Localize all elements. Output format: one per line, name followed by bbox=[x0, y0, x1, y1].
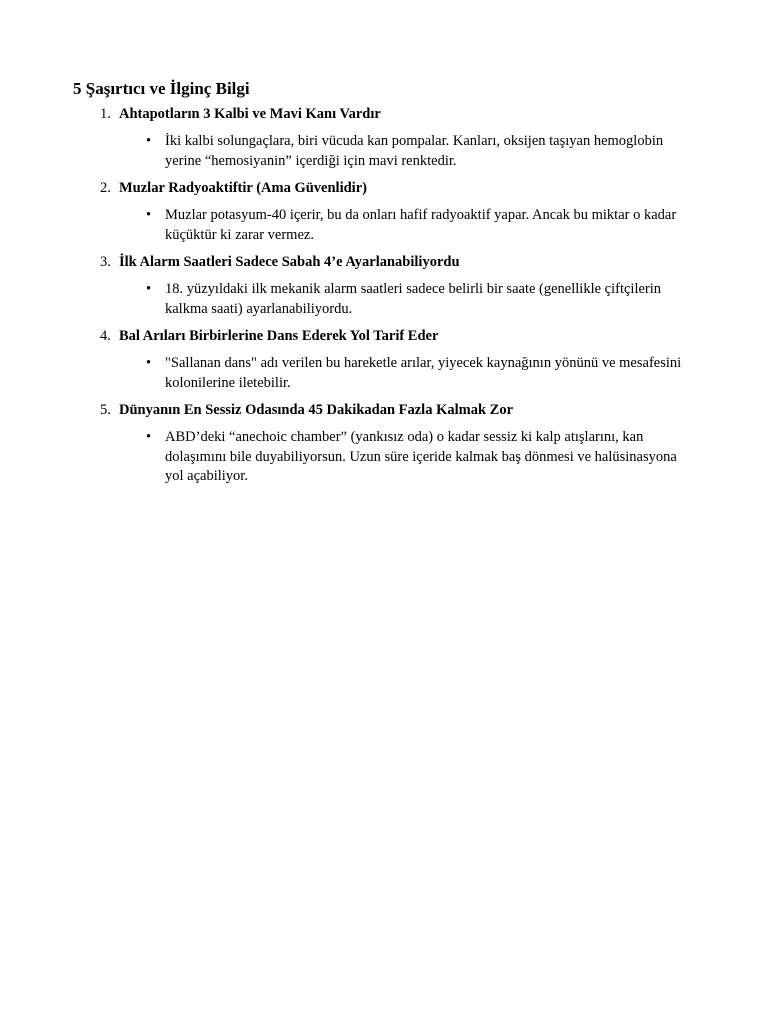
fact-bullets bbox=[73, 206, 698, 245]
fact-description: "Sallanan dans" adı verilen bu hareketle arılar, yiyecek kaynağının yönünü ve mesafesini kolonilerine iletebilir. bbox=[165, 355, 682, 391]
bullet-icon: • bbox=[146, 355, 152, 371]
fact-bullets bbox=[73, 354, 698, 393]
bullet-item bbox=[146, 280, 698, 319]
fact-item bbox=[73, 400, 698, 487]
fact-heading bbox=[73, 252, 698, 272]
fact-bullets bbox=[73, 428, 698, 487]
bullet-icon: • bbox=[146, 281, 152, 297]
fact-number: 1. bbox=[100, 106, 111, 122]
fact-description: İki kalbi solungaçlara, biri vücuda kan pompalar. Kanları, oksijen taşıyan hemoglobin yerine “hemosiyanin” içerdiği için mavi renktedir. bbox=[165, 133, 664, 169]
fact-number: 4. bbox=[100, 328, 111, 344]
fact-item bbox=[73, 104, 698, 171]
fact-number: 2. bbox=[100, 180, 111, 196]
fact-bullets bbox=[73, 280, 698, 319]
fact-title: Ahtapotların 3 Kalbi ve Mavi Kanı Vardır bbox=[119, 106, 381, 122]
bullet-item bbox=[146, 428, 698, 487]
bullet-item bbox=[146, 354, 698, 393]
document-title: 5 Şaşırtıcı ve İlginç Bilgi bbox=[73, 79, 250, 98]
fact-title: Muzlar Radyoaktiftir (Ama Güvenlidir) bbox=[119, 180, 367, 196]
fact-description: ABD’deki “anechoic chamber” (yankısız oda) o kadar sessiz ki kalp atışlarını, kan dolaşımını bile duyabiliyorsun. Uzun süre içeride kalmak baş dönmesi ve halüsinasyona yol açabiliyor. bbox=[165, 429, 677, 484]
bullet-icon: • bbox=[146, 207, 152, 223]
fact-heading bbox=[73, 326, 698, 346]
fact-item bbox=[73, 178, 698, 245]
fact-number: 3. bbox=[100, 254, 111, 270]
fact-title: Dünyanın En Sessiz Odasında 45 Dakikadan Fazla Kalmak Zor bbox=[119, 402, 514, 418]
fact-title: İlk Alarm Saatleri Sadece Sabah 4’e Ayarlanabiliyordu bbox=[119, 254, 460, 270]
fact-heading bbox=[73, 400, 698, 420]
bullet-icon: • bbox=[146, 429, 152, 445]
facts-list bbox=[73, 104, 698, 487]
fact-title: Bal Arıları Birbirlerine Dans Ederek Yol Tarif Eder bbox=[119, 328, 439, 344]
bullet-icon: • bbox=[146, 133, 152, 149]
fact-description: Muzlar potasyum-40 içerir, bu da onları hafif radyoaktif yapar. Ancak bu miktar o kadar küçüktür ki zarar vermez. bbox=[165, 207, 677, 243]
fact-number: 5. bbox=[100, 402, 111, 418]
fact-heading bbox=[73, 104, 698, 124]
fact-bullets bbox=[73, 132, 698, 171]
fact-item bbox=[73, 252, 698, 319]
fact-description: 18. yüzyıldaki ilk mekanik alarm saatleri sadece belirli bir saate (genellikle çiftçilerin kalkma saati) ayarlanabiliyordu. bbox=[165, 281, 662, 317]
bullet-item bbox=[146, 132, 698, 171]
fact-heading bbox=[73, 178, 698, 198]
bullet-item bbox=[146, 206, 698, 245]
fact-item bbox=[73, 326, 698, 393]
